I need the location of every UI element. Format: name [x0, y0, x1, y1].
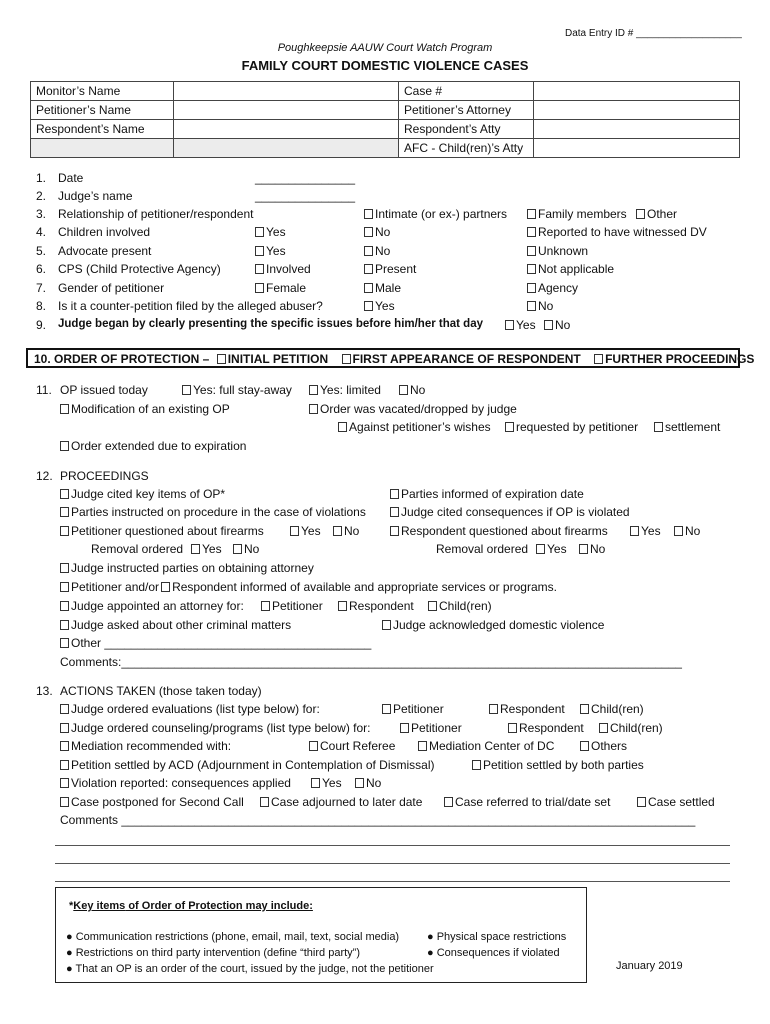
requested-by-petitioner-checkbox[interactable] [505, 420, 638, 434]
key-item-communication: ● Communication restrictions (phone, email, mail, text, social media) [66, 931, 400, 943]
respondent-removal-label: Removal ordered [436, 542, 529, 556]
option-label: Yes [266, 244, 286, 258]
option-label: Respondent [349, 599, 414, 613]
cited-key-items-checkbox[interactable] [60, 487, 225, 501]
violation-no-checkbox[interactable] [355, 776, 381, 790]
settlement-checkbox[interactable] [654, 420, 720, 434]
option-label: Yes [322, 776, 342, 790]
option-label: Respondent [519, 721, 584, 735]
attorney-children-checkbox[interactable] [428, 599, 492, 613]
option-label: Mediation recommended with: [71, 739, 232, 753]
option-label: Male [375, 281, 402, 295]
option-label: Court Referee [320, 739, 396, 753]
option-label: Respondent informed of available and appropriate services or programs. [172, 580, 557, 594]
attorney-petitioner-checkbox[interactable] [261, 599, 323, 613]
key-item-third-party: ● Restrictions on third party intervention (define “third party”) [66, 947, 360, 959]
option-label: Yes [547, 542, 567, 556]
checkbox-icon[interactable] [233, 544, 242, 554]
checkbox-icon[interactable] [60, 741, 69, 751]
ordered-evaluations-checkbox[interactable] [60, 702, 320, 716]
option-label: Modification of an existing OP [71, 402, 230, 416]
option-label: Judge acknowledged domestic violence [393, 618, 605, 632]
violation-yes-checkbox[interactable] [311, 776, 342, 790]
option-label: Yes [301, 524, 321, 538]
respondent-name-field[interactable] [174, 120, 399, 139]
case-number-label: Case # [399, 82, 534, 101]
checkbox-icon[interactable] [527, 227, 536, 237]
judge-presented-no-checkbox[interactable] [544, 318, 570, 332]
checkbox-icon[interactable] [260, 797, 269, 807]
checkbox-icon[interactable] [674, 526, 683, 536]
checkbox-icon[interactable] [527, 246, 536, 256]
respondent-name-label: Respondent’s Name [31, 120, 174, 139]
intimate-partners-checkbox[interactable] [364, 207, 507, 221]
option-label: Petitioner [272, 599, 323, 613]
footer-date: January 2019 [616, 960, 683, 972]
option-label: Petition settled by both parties [483, 758, 644, 772]
q1-number: 1. [36, 171, 47, 185]
petitioner-firearms-yes-checkbox[interactable] [290, 524, 321, 538]
table-row [31, 101, 740, 120]
respondent-atty-label: Respondent’s Atty [399, 120, 534, 139]
checkbox-icon[interactable] [527, 301, 536, 311]
appointed-attorney-checkbox[interactable] [60, 599, 244, 613]
petitioner-firearms-no-checkbox[interactable] [333, 524, 359, 538]
actions-comments-field[interactable]: Comments ______________________________________________________________________________________ [60, 813, 696, 827]
respondent-firearms-no-checkbox[interactable] [674, 524, 700, 538]
checkbox-icon[interactable] [527, 264, 536, 274]
petitioner-removal-no-checkbox[interactable] [233, 542, 259, 556]
option-label: Order extended due to expiration [71, 439, 247, 453]
settled-by-acd-checkbox[interactable] [60, 758, 435, 772]
op-full-stay-away-checkbox[interactable] [182, 383, 292, 397]
option-label: settlement [665, 420, 721, 434]
checkbox-icon[interactable] [544, 320, 553, 330]
checkbox-icon[interactable] [255, 283, 264, 293]
option-label: Petitioner [411, 721, 462, 735]
attorney-respondent-checkbox[interactable] [338, 599, 414, 613]
key-items-rest: of Order of Protection may include: [125, 900, 313, 912]
q8-number: 8. [36, 299, 47, 313]
form-title: FAMILY COURT DOMESTIC VIOLENCE CASES [241, 58, 529, 73]
monitor-name-label: Monitor’s Name [31, 82, 174, 101]
checkbox-icon[interactable] [255, 264, 264, 274]
checkbox-icon[interactable] [400, 723, 409, 733]
checkbox-icon[interactable] [191, 544, 200, 554]
mediation-others-checkbox[interactable] [580, 739, 627, 753]
comment-line[interactable] [55, 881, 730, 882]
checkbox-icon[interactable] [364, 283, 373, 293]
option-label: Petitioner [393, 702, 444, 716]
checkbox-icon[interactable] [309, 741, 318, 751]
q11-label: OP issued today [60, 383, 148, 397]
option-label: FURTHER PROCEEDINGS [605, 352, 755, 366]
option-label: Petitioner and/or [71, 580, 160, 594]
checkbox-icon[interactable] [428, 601, 437, 611]
comment-line[interactable] [55, 863, 730, 864]
first-appearance-checkbox[interactable] [342, 352, 581, 366]
checkbox-icon[interactable] [505, 422, 514, 432]
checkbox-icon[interactable] [261, 601, 270, 611]
checkbox-icon[interactable] [255, 227, 264, 237]
table-row [31, 139, 740, 158]
q3-label: Relationship of petitioner/respondent [58, 207, 254, 221]
q9-label: Judge began by clearly presenting the specific issues before him/her that day [58, 318, 483, 330]
option-label: Judge ordered counseling/programs (list type below) for: [71, 721, 371, 735]
checkbox-icon[interactable] [399, 385, 408, 395]
case-info-table [30, 81, 740, 158]
table-row [31, 120, 740, 139]
option-label: Respondent [500, 702, 565, 716]
advocate-yes-checkbox[interactable] [255, 244, 286, 258]
checkbox-icon[interactable] [579, 544, 588, 554]
petitioner-removal-label: Removal ordered [91, 542, 184, 556]
criminal-matters-checkbox[interactable] [60, 618, 291, 632]
option-label: FIRST APPEARANCE OF RESPONDENT [352, 352, 581, 366]
checkbox-icon[interactable] [390, 507, 399, 517]
option-label: No [555, 318, 571, 332]
checkbox-icon[interactable] [527, 283, 536, 293]
key-items-term: Key items [73, 900, 126, 912]
checkbox-icon[interactable] [599, 723, 608, 733]
option-label: Judge asked about other criminal matters [71, 618, 292, 632]
evaluations-children-checkbox[interactable] [580, 702, 644, 716]
violation-reported-checkbox[interactable] [60, 776, 291, 790]
witnessed-dv-checkbox[interactable] [527, 225, 707, 239]
option-label: Yes: full stay-away [193, 383, 292, 397]
checkbox-icon[interactable] [382, 620, 391, 630]
mediation-recommended-checkbox[interactable] [60, 739, 231, 753]
case-settled-checkbox[interactable] [637, 795, 715, 809]
checkbox-icon[interactable] [390, 489, 399, 499]
children-yes-checkbox[interactable] [255, 225, 286, 239]
petitioner-attorney-field[interactable] [534, 101, 740, 120]
op-modification-checkbox[interactable] [60, 402, 230, 416]
option-label: Violation reported: consequences applied [71, 776, 291, 790]
key-item-op-order: ● That an OP is an order of the court, issued by the judge, not the petitioner [66, 963, 434, 975]
option-label: Against petitioner’s wishes [349, 420, 491, 434]
section-10-label: 10. ORDER OF PROTECTION – [34, 352, 210, 366]
cps-not-applicable-checkbox[interactable] [527, 262, 614, 276]
further-proceedings-checkbox[interactable] [594, 352, 754, 366]
option-label: Family members [538, 207, 627, 221]
empty-cell [174, 139, 399, 158]
checkbox-icon[interactable] [60, 638, 69, 648]
respondent-removal-yes-checkbox[interactable] [536, 542, 567, 556]
checkbox-icon[interactable] [636, 209, 645, 219]
monitor-name-field[interactable] [174, 82, 399, 101]
option-label: Respondent questioned about firearms [401, 524, 608, 538]
order-extended-checkbox[interactable] [60, 439, 246, 453]
checkbox-icon[interactable] [60, 563, 69, 573]
checkbox-icon[interactable] [217, 354, 226, 364]
acknowledged-dv-checkbox[interactable] [382, 618, 604, 632]
key-item-consequences: ● Consequences if violated [427, 947, 560, 959]
option-label: Yes [375, 299, 395, 313]
empty-cell [31, 139, 174, 158]
checkbox-icon[interactable] [290, 526, 299, 536]
q11-number: 11. [36, 383, 52, 397]
option-label: Yes [516, 318, 536, 332]
relationship-other-checkbox[interactable] [636, 207, 677, 221]
checkbox-icon[interactable] [60, 760, 69, 770]
checkbox-icon[interactable] [364, 246, 373, 256]
checkbox-icon[interactable] [60, 489, 69, 499]
q12-label: PROCEEDINGS [60, 469, 149, 483]
key-item-physical-space: ● Physical space restrictions [427, 931, 567, 943]
option-label: Case postponed for Second Call [71, 795, 244, 809]
option-label: Others [591, 739, 628, 753]
evaluations-respondent-checkbox[interactable] [489, 702, 565, 716]
option-label: Unknown [538, 244, 589, 258]
checkbox-icon[interactable] [60, 582, 69, 592]
checkbox-icon[interactable] [505, 320, 514, 330]
checkbox-icon[interactable] [637, 797, 646, 807]
op-no-checkbox[interactable] [399, 383, 425, 397]
afc-atty-label: AFC - Child(ren)’s Atty [399, 139, 534, 158]
checkbox-icon[interactable] [60, 601, 69, 611]
q1-label: Date [58, 171, 84, 185]
option-label: Child(ren) [610, 721, 663, 735]
checkbox-icon[interactable] [527, 209, 536, 219]
advocate-no-checkbox[interactable] [364, 244, 390, 258]
checkbox-icon[interactable] [60, 797, 69, 807]
judge-presented-yes-checkbox[interactable] [505, 318, 536, 332]
order-of-protection-section [26, 348, 755, 368]
checkbox-icon[interactable] [161, 582, 170, 592]
checkbox-icon[interactable] [630, 526, 639, 536]
initial-petition-checkbox[interactable] [217, 352, 328, 366]
case-postponed-checkbox[interactable] [60, 795, 244, 809]
option-label: No [344, 524, 360, 538]
court-referee-checkbox[interactable] [309, 739, 395, 753]
checkbox-icon[interactable] [338, 601, 347, 611]
asterisk: * [69, 900, 74, 912]
option-label: No [590, 542, 606, 556]
option-label: Petitioner questioned about firearms [71, 524, 264, 538]
option-label: Judge appointed an attorney for: [71, 599, 244, 613]
counter-petition-no-checkbox[interactable] [527, 299, 553, 313]
proceedings-other-checkbox[interactable] [60, 636, 371, 650]
checkbox-icon[interactable] [580, 704, 589, 714]
respondent-removal-no-checkbox[interactable] [579, 542, 605, 556]
checkbox-icon[interactable] [489, 704, 498, 714]
option-label: Order was vacated/dropped by judge [320, 402, 517, 416]
respondent-atty-field[interactable] [534, 120, 740, 139]
against-petitioner-checkbox[interactable] [338, 420, 491, 434]
option-label: No [244, 542, 260, 556]
option-label: Yes [641, 524, 661, 538]
checkbox-icon[interactable] [60, 723, 69, 733]
checkbox-icon[interactable] [382, 704, 391, 714]
option-label: Other ________________________________________ [71, 636, 372, 650]
option-label: Yes [266, 225, 286, 239]
option-label: Not applicable [538, 262, 615, 276]
option-label: No [375, 244, 391, 258]
checkbox-icon[interactable] [355, 778, 364, 788]
checkbox-icon[interactable] [60, 526, 69, 536]
checkbox-icon[interactable] [342, 354, 351, 364]
checkbox-icon[interactable] [580, 741, 589, 751]
checkbox-icon[interactable] [333, 526, 342, 536]
q6-number: 6. [36, 262, 47, 276]
respondent-firearms-checkbox[interactable] [390, 524, 608, 538]
option-label: Other [647, 207, 678, 221]
option-label: Child(ren) [591, 702, 644, 716]
option-label: No [375, 225, 391, 239]
gender-female-checkbox[interactable] [255, 281, 306, 295]
checkbox-icon[interactable] [594, 354, 603, 364]
comment-line[interactable] [55, 845, 730, 846]
checkbox-icon[interactable] [60, 441, 69, 451]
checkbox-icon[interactable] [418, 741, 427, 751]
cps-involved-checkbox[interactable] [255, 262, 311, 276]
checkbox-icon[interactable] [60, 704, 69, 714]
evaluations-petitioner-checkbox[interactable] [382, 702, 444, 716]
q7-label: Gender of petitioner [58, 281, 165, 295]
mediation-center-checkbox[interactable] [418, 739, 554, 753]
case-number-field[interactable] [534, 82, 740, 101]
option-label: Case referred to trial/date set [455, 795, 611, 809]
judge-name-field[interactable]: _______________ [255, 189, 356, 203]
q2-label: Judge’s name [58, 189, 133, 203]
case-referred-checkbox[interactable] [444, 795, 610, 809]
checkbox-icon[interactable] [364, 209, 373, 219]
option-label: Judge cited key items of OP* [71, 487, 226, 501]
checkbox-icon[interactable] [338, 422, 347, 432]
petitioner-name-label: Petitioner’s Name [31, 101, 174, 120]
q6-label: CPS (Child Protective Agency) [58, 262, 221, 276]
counter-petition-yes-checkbox[interactable] [364, 299, 395, 313]
q13-number: 13. [36, 684, 53, 698]
checkbox-icon[interactable] [654, 422, 663, 432]
checkbox-icon[interactable] [390, 526, 399, 536]
option-label: Female [266, 281, 307, 295]
checkbox-icon[interactable] [364, 301, 373, 311]
q12-number: 12. [36, 469, 53, 483]
q13-label: ACTIONS TAKEN (those taken today) [60, 684, 262, 698]
q5-number: 5. [36, 244, 47, 258]
cps-present-checkbox[interactable] [364, 262, 416, 276]
checkbox-icon[interactable] [60, 507, 69, 517]
option-label: Parties instructed on procedure in the case of violations [71, 505, 366, 519]
option-label: Involved [266, 262, 311, 276]
q4-number: 4. [36, 225, 47, 239]
counseling-children-checkbox[interactable] [599, 721, 663, 735]
q4-label: Children involved [58, 225, 151, 239]
option-label: Yes [202, 542, 222, 556]
petitioner-attorney-label: Petitioner’s Attorney [399, 101, 534, 120]
checkbox-icon[interactable] [60, 778, 69, 788]
option-label: No [538, 299, 554, 313]
q8-label: Is it a counter-petition filed by the alleged abuser? [58, 299, 323, 313]
petitioner-name-field[interactable] [174, 101, 399, 120]
checkbox-icon[interactable] [364, 227, 373, 237]
option-label: Judge cited consequences if OP is violated [401, 505, 630, 519]
checkbox-icon[interactable] [255, 246, 264, 256]
checkbox-icon[interactable] [60, 404, 69, 414]
informed-expiration-checkbox[interactable] [390, 487, 584, 501]
petitioner-firearms-checkbox[interactable] [60, 524, 264, 538]
option-label: Reported to have witnessed DV [538, 225, 707, 239]
children-no-checkbox[interactable] [364, 225, 390, 239]
option-label: Intimate (or ex-) partners [375, 207, 508, 221]
checkbox-icon[interactable] [364, 264, 373, 274]
q3-number: 3. [36, 207, 47, 221]
checkbox-icon[interactable] [182, 385, 191, 395]
respondent-firearms-yes-checkbox[interactable] [630, 524, 661, 538]
option-label: No [685, 524, 701, 538]
checkbox-icon[interactable] [536, 544, 545, 554]
option-label: Child(ren) [439, 599, 492, 613]
key-items-heading [69, 900, 313, 912]
counseling-petitioner-checkbox[interactable] [400, 721, 462, 735]
checkbox-icon[interactable] [311, 778, 320, 788]
ordered-counseling-checkbox[interactable] [60, 721, 370, 735]
counseling-respondent-checkbox[interactable] [508, 721, 584, 735]
option-label: Petition settled by ACD (Adjournment in Contemplation of Dismissal) [71, 758, 435, 772]
option-label: Judge ordered evaluations (list type below) for: [71, 702, 320, 716]
family-members-checkbox[interactable] [527, 207, 627, 221]
instructed-procedure-checkbox[interactable] [60, 505, 366, 519]
option-label: Present [375, 262, 417, 276]
q2-number: 2. [36, 189, 47, 203]
option-label: No [366, 776, 382, 790]
q5-label: Advocate present [58, 244, 152, 258]
table-row [31, 82, 740, 101]
checkbox-icon[interactable] [309, 385, 318, 395]
checkbox-icon[interactable] [472, 760, 481, 770]
option-label: No [410, 383, 426, 397]
afc-atty-field[interactable] [534, 139, 740, 158]
instructed-attorney-checkbox[interactable] [60, 561, 314, 575]
cited-consequences-checkbox[interactable] [390, 505, 630, 519]
program-name: Poughkeepsie AAUW Court Watch Program [277, 42, 493, 54]
option-label: Judge instructed parties on obtaining attorney [71, 561, 314, 575]
checkbox-icon[interactable] [508, 723, 517, 733]
checkbox-icon[interactable] [60, 620, 69, 630]
date-field[interactable]: _______________ [255, 171, 356, 185]
op-vacated-checkbox[interactable] [309, 402, 517, 416]
q7-number: 7. [36, 281, 47, 295]
option-label: Yes: limited [320, 383, 381, 397]
option-label: Parties informed of expiration date [401, 487, 584, 501]
q9-number: 9. [36, 318, 47, 332]
option-label: INITIAL PETITION [227, 352, 329, 366]
checkbox-icon[interactable] [444, 797, 453, 807]
option-label: requested by petitioner [516, 420, 639, 434]
gender-male-checkbox[interactable] [364, 281, 401, 295]
proceedings-comments-field[interactable]: Comments:____________________________________________________________________________________ [60, 655, 682, 669]
option-label: Mediation Center of DC [429, 739, 555, 753]
checkbox-icon[interactable] [309, 404, 318, 414]
option-label: Case adjourned to later date [271, 795, 423, 809]
option-label: Agency [538, 281, 579, 295]
op-limited-checkbox[interactable] [309, 383, 381, 397]
advocate-unknown-checkbox[interactable] [527, 244, 588, 258]
services-informed-checkbox[interactable] [60, 580, 557, 594]
option-label: Case settled [648, 795, 715, 809]
case-adjourned-checkbox[interactable] [260, 795, 422, 809]
settled-by-both-checkbox[interactable] [472, 758, 644, 772]
data-entry-id[interactable]: Data Entry ID # ___________________ [565, 28, 742, 39]
gender-agency-checkbox[interactable] [527, 281, 578, 295]
key-items-box [55, 887, 587, 983]
petitioner-removal-yes-checkbox[interactable] [191, 542, 222, 556]
